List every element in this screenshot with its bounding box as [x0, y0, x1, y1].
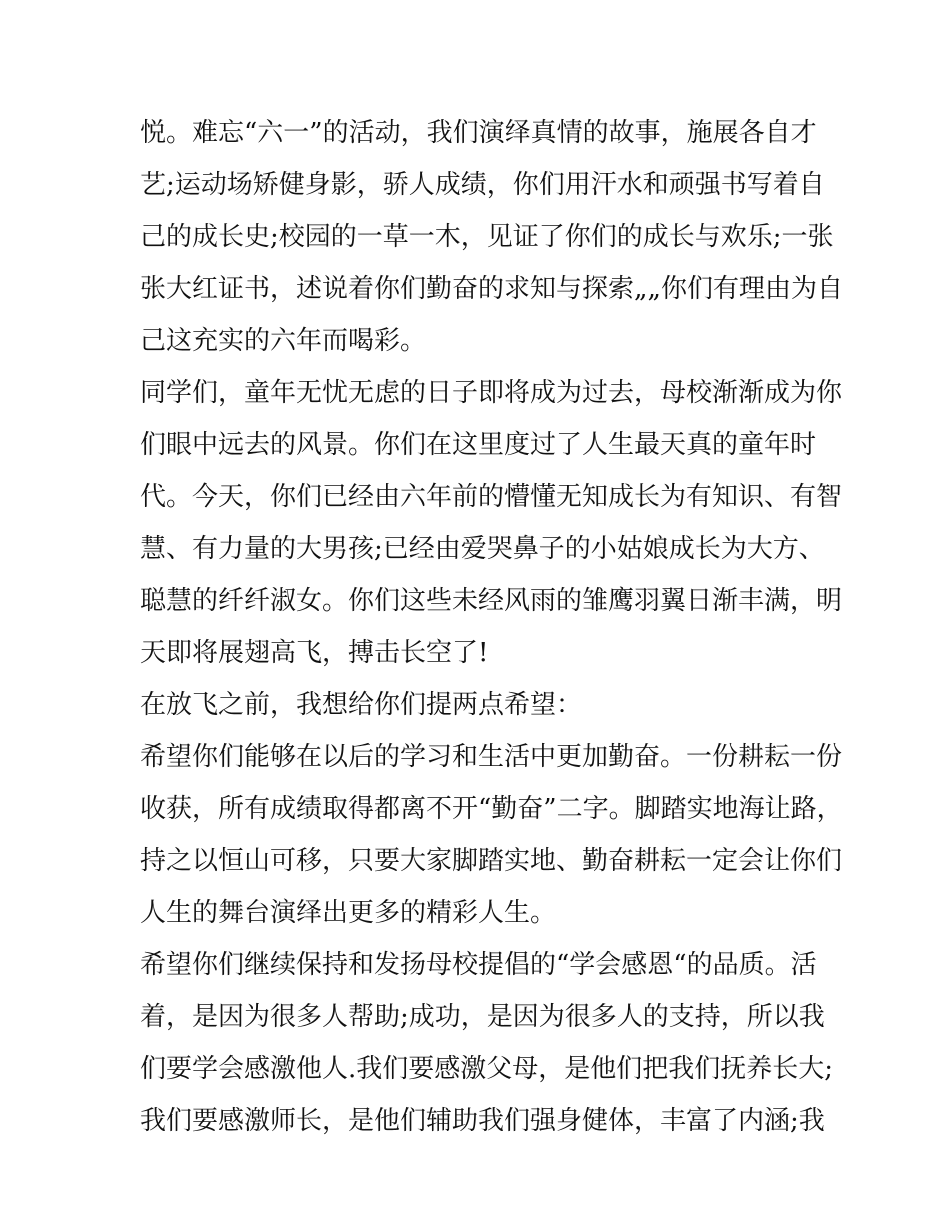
- text-line: 慧、有力量的大男孩;已经由爱哭鼻子的小姑娘成长为大方、: [140, 534, 825, 564]
- text-line: 艺;运动场矫健身影，骄人成绩，你们用汗水和顽强书写着自: [140, 170, 825, 200]
- text-line: 在放飞之前，我想给你们提两点希望：: [140, 690, 583, 720]
- text-line: 我们要感激师长，是他们辅助我们强身健体，丰富了内涵;我: [140, 1106, 825, 1136]
- text-line: 收获，所有成绩取得都离不开“勤奋”二字。脚踏实地海让路，: [140, 794, 843, 824]
- text-line: 们眼中远去的风景。你们在这里度过了人生最天真的童年时: [140, 430, 817, 460]
- text-line: 持之以恒山可移，只要大家脚踏实地、勤奋耕耘一定会让你们: [140, 846, 843, 876]
- text-line: 己的成长史;校园的一草一木，见证了你们的成长与欢乐;一张: [140, 222, 834, 252]
- text-line: 张大红证书，述说着你们勤奋的求知与探索„„你们有理由为自: [140, 274, 843, 304]
- document-body: [140, 107, 843, 1147]
- text-line: 希望你们能够在以后的学习和生活中更加勤奋。一份耕耘一份: [140, 742, 843, 772]
- text-line: 聪慧的纤纤淑女。你们这些未经风雨的雏鹰羽翼日渐丰满，明: [140, 586, 843, 616]
- text-line: 代。今天，你们已经由六年前的懵懂无知成长为有知识、有智: [140, 482, 843, 512]
- text-line: 悦。难忘“六一”的活动，我们演绎真情的故事，施展各自才: [140, 118, 817, 148]
- text-line: 希望你们继续保持和发扬母校提倡的“学会感恩“的品质。活: [140, 950, 817, 980]
- text-line: 同学们，童年无忧无虑的日子即将成为过去，母校渐渐成为你: [140, 378, 843, 408]
- text-line: 己这充实的六年而喝彩。: [140, 326, 427, 356]
- text-line: 人生的舞台演绎出更多的精彩人生。: [140, 898, 557, 928]
- text-line: 着，是因为很多人帮助;成功，是因为很多人的支持，所以我: [140, 1002, 825, 1032]
- text-line: 天即将展翅高飞，搏击长空了!: [140, 638, 489, 668]
- text-line: 们要学会感激他人.我们要感激父母，是他们把我们抚养长大;: [140, 1054, 834, 1084]
